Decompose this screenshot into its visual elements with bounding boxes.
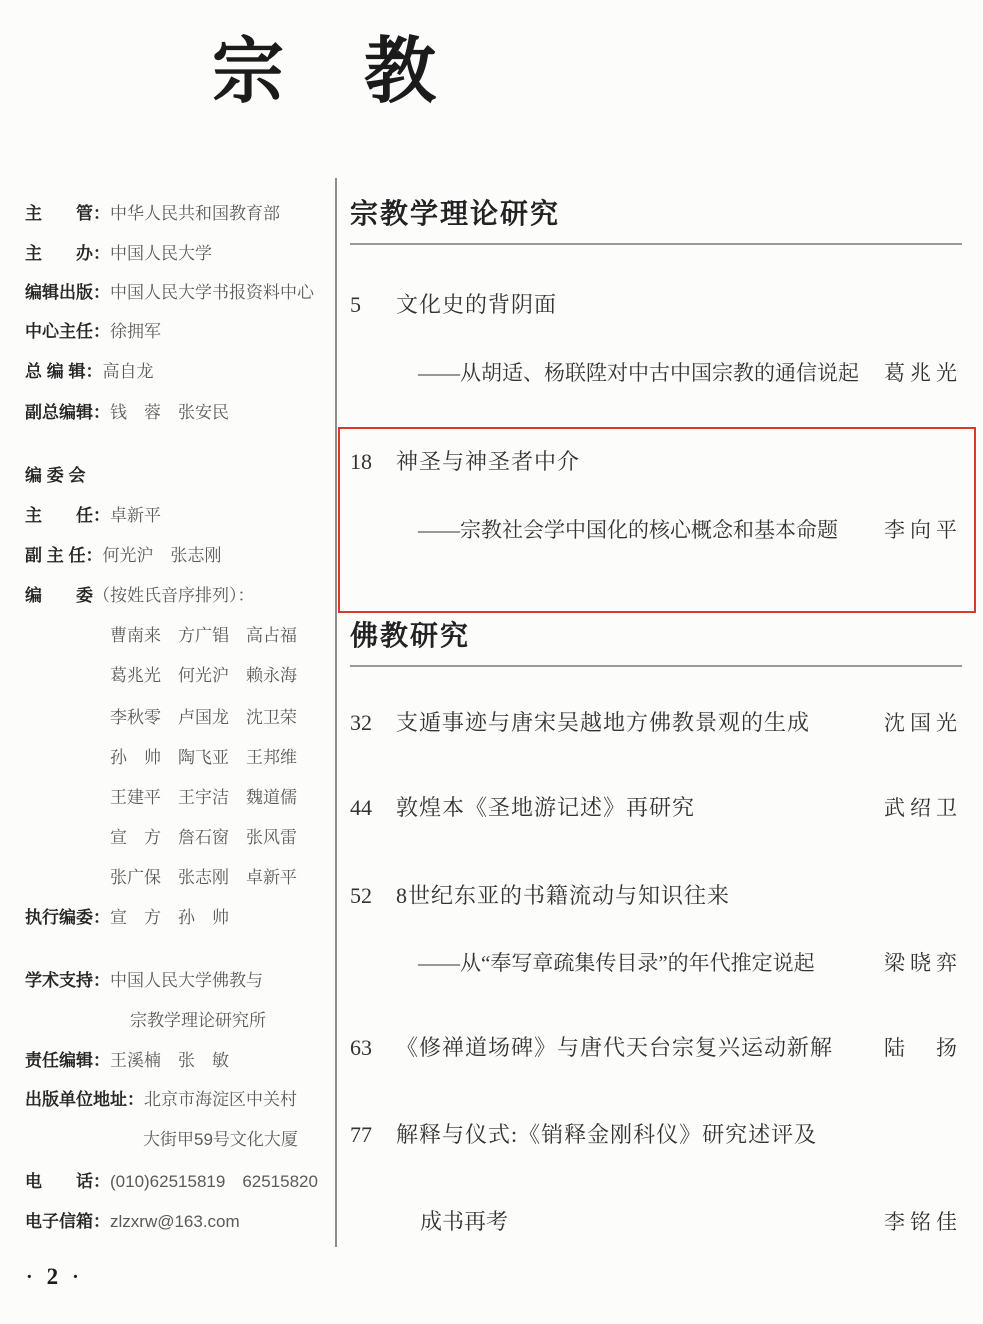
masthead-row-phone [25, 1171, 337, 1192]
toc-author: 李铭佳 [884, 1210, 962, 1234]
toc-entry-title [350, 710, 962, 736]
masthead-value: 中国人民大学佛教与 [110, 971, 263, 990]
masthead-label: 编 委 会 [25, 466, 86, 485]
toc-article-title: 敦煌本《圣地游记述》再研究 [396, 795, 696, 820]
toc-article-title: 支遁事迹与唐宋吴越地方佛教景观的生成 [396, 710, 811, 735]
board-members-row [25, 665, 422, 686]
masthead-label: 主 任： [25, 506, 110, 525]
journal-title: 宗教 [212, 32, 517, 112]
section-heading-buddhist-studies: 佛教研究 [350, 620, 962, 667]
toc-entry-continuation [350, 1209, 962, 1235]
masthead-value: 卓新平 [110, 506, 161, 525]
toc-page-number: 18 [350, 449, 372, 474]
masthead-row-sponsor [25, 243, 337, 264]
toc-entry-title [350, 1122, 962, 1148]
masthead-row-academic-support-cont [25, 1010, 442, 1031]
masthead-value: 北京市海淀区中关村 [144, 1090, 297, 1109]
section-heading-religious-theory: 宗教学理论研究 [350, 198, 962, 245]
masthead-row-executive-editors [25, 907, 337, 928]
toc-article-title: 解释与仪式:《销释金刚科仪》研究述评及 [396, 1122, 818, 1147]
toc-author: 沈国光 [884, 711, 962, 735]
masthead-label: 总 编 辑： [25, 362, 103, 381]
toc-page-number: 44 [350, 795, 372, 820]
board-members-row [25, 827, 422, 848]
toc-entry-title [350, 795, 962, 821]
toc-entry-subtitle [350, 360, 962, 386]
masthead-value: 孙 帅 陶飞亚 王邦维 [110, 748, 297, 767]
toc-page-number: 52 [350, 883, 372, 908]
toc-page-number: 5 [350, 292, 361, 317]
toc-article-title-continuation: 成书再考 [420, 1209, 509, 1234]
masthead-row-editorial-board [25, 465, 337, 486]
toc-entry-title [350, 292, 962, 318]
masthead-value: 宣 方 詹石窗 张风雷 [110, 828, 297, 847]
masthead-value: 钱 蓉 张安民 [110, 403, 229, 422]
toc-page-number: 63 [350, 1035, 372, 1060]
masthead-value: 中华人民共和国教育部 [110, 204, 280, 223]
masthead-value: 王建平 王宇洁 魏道儒 [110, 788, 297, 807]
masthead-value: 王溪楠 张 敏 [110, 1051, 229, 1070]
masthead-value: 葛兆光 何光沪 赖永海 [110, 666, 297, 685]
masthead-label: 编辑出版： [25, 283, 110, 302]
toc-entry-title [350, 883, 962, 909]
toc-article-title: 8世纪东亚的书籍流动与知识往来 [396, 883, 731, 908]
masthead-label: 中心主任： [25, 322, 110, 341]
masthead-label: 出版单位地址： [25, 1090, 144, 1109]
masthead-label: 责任编辑： [25, 1051, 110, 1070]
email-address: zlzxrw@163.com [110, 1212, 240, 1231]
toc-page-number: 77 [350, 1122, 372, 1147]
toc-article-title: 《修禅道场碑》与唐代天台宗复兴运动新解 [396, 1035, 834, 1060]
toc-author: 葛兆光 [884, 361, 962, 385]
masthead-value: 李秋零 卢国龙 沈卫荣 [110, 708, 297, 727]
phone-number: (010)62515819 62515820 [110, 1172, 318, 1191]
toc-article-title: 神圣与神圣者中介 [396, 449, 581, 474]
toc-entry-subtitle [350, 950, 962, 976]
toc-author: 李向平 [884, 518, 962, 542]
toc-article-subtitle: ——宗教社会学中国化的核心概念和基本命题 [418, 518, 838, 542]
masthead-row-center-director [25, 321, 337, 342]
masthead-row-publisher [25, 282, 337, 303]
masthead-value: 宣 方 孙 帅 [110, 908, 229, 927]
masthead-row-address [25, 1089, 337, 1110]
masthead-label: 执行编委： [25, 908, 110, 927]
masthead-row-academic-support [25, 970, 337, 991]
masthead-label: 电子信箱： [25, 1212, 110, 1231]
toc-author: 武绍卫 [884, 796, 962, 820]
masthead-value: 曹南来 方广锠 高占福 [110, 626, 297, 645]
toc-author: 梁晓弈 [884, 951, 962, 975]
masthead-value: 徐拥军 [110, 322, 161, 341]
page-number-footer [26, 1264, 79, 1290]
toc-entry-subtitle-highlighted [350, 517, 962, 543]
masthead-row-supervisor [25, 203, 337, 224]
toc-entry-title-highlighted [350, 449, 962, 475]
masthead-row-email [25, 1211, 337, 1232]
masthead-value: 大街甲59号文化大厦 [143, 1130, 298, 1149]
masthead-value: 何光沪 张志刚 [102, 546, 222, 565]
masthead-label: 电 话： [25, 1172, 110, 1191]
masthead-label: 主 管： [25, 204, 110, 223]
masthead-value: 中国人民大学书报资料中心 [110, 283, 314, 302]
footer-dot: · [72, 1265, 79, 1288]
footer-dot: · [26, 1265, 33, 1288]
masthead-row-board-vice-chairs [25, 545, 337, 566]
masthead-row-board-members-note [25, 585, 337, 606]
toc-author: 陆 扬 [884, 1036, 962, 1060]
toc-page-number: 32 [350, 710, 372, 735]
toc-entry-title [350, 1035, 962, 1061]
toc-article-subtitle: ——从胡适、杨联陞对中古中国宗教的通信说起 [418, 361, 859, 385]
masthead-value: 张广保 张志刚 卓新平 [110, 868, 297, 887]
masthead-value: 宗教学理论研究所 [130, 1011, 266, 1030]
masthead-value: 中国人民大学 [110, 244, 212, 263]
board-members-row [25, 747, 422, 768]
masthead-value: （按姓氏音序排列）： [93, 586, 255, 605]
masthead-label: 学术支持： [25, 971, 110, 990]
toc-article-subtitle: ——从“奉写章疏集传目录”的年代推定说起 [418, 951, 815, 975]
page-number: 2 [46, 1264, 59, 1289]
masthead-label: 副总编辑： [25, 403, 110, 422]
masthead-row-editor-in-chief [25, 361, 337, 382]
masthead-row-board-chair [25, 505, 337, 526]
masthead-value: 高自龙 [102, 362, 154, 381]
masthead-label: 编 委 [25, 586, 93, 605]
masthead-label: 副 主 任： [25, 546, 103, 565]
masthead-row-managing-editors [25, 1050, 337, 1071]
masthead-row-deputy-editors [25, 402, 337, 423]
masthead-label: 主 办： [25, 244, 110, 263]
toc-article-title: 文化史的背阴面 [396, 292, 558, 317]
